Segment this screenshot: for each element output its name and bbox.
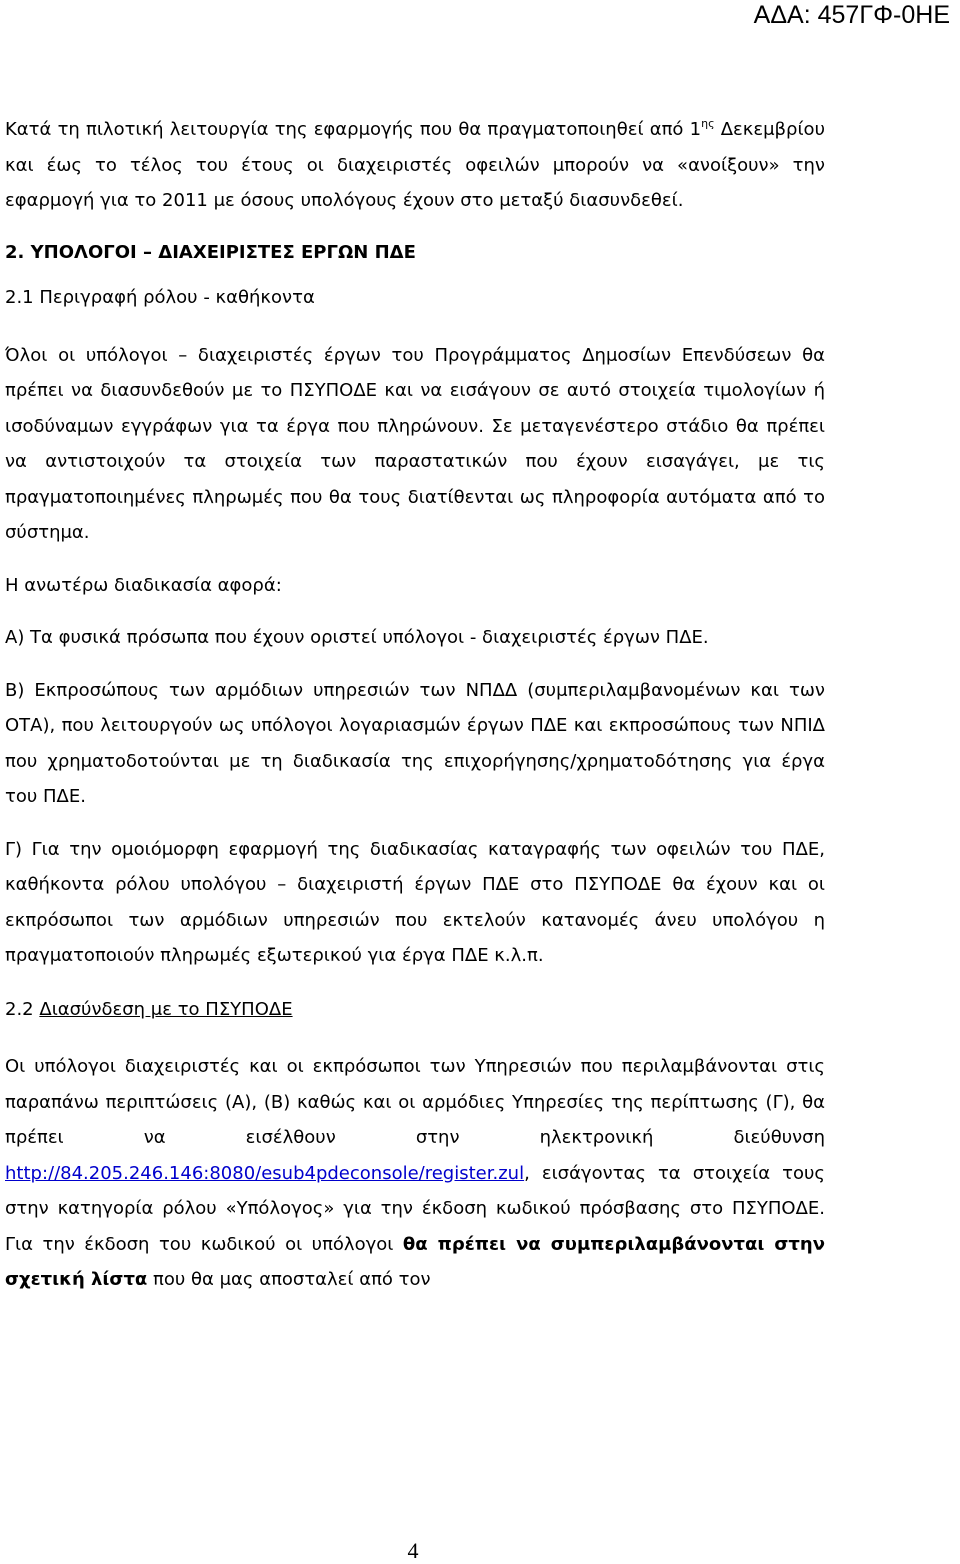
page-number: 4	[407, 1538, 419, 1563]
procedure-scope-paragraph: Η ανωτέρω διαδικασία αφορά:	[5, 574, 282, 596]
section-2-heading: 2. ΥΠΟΛΟΓΟΙ – ΔΙΑΧΕΙΡΙΣΤΕΣ ΕΡΓΩΝ ΠΔΕ	[5, 241, 416, 263]
intro-paragraph: Κατά τη πιλοτική λειτουργία της εφαρμογής που θα πραγματοποιηθεί από $1^{\eta\varsigma}$ Δεκεμβρίου και έως το τέλος του έτους οι διαχειριστές οφειλών μπορούν να «ανοίξουν» την εφαρμογή για το 2011 με όσους υπολόγους έχουν στο μεταξύ διασυνδεθεί.	[5, 117, 825, 211]
section-2-1-heading: 2.1 Περιγραφή ρόλου - καθήκοντα	[5, 287, 315, 308]
item-a: Α) Τα φυσικά πρόσωπα που έχουν οριστεί υπόλογοι - διαχειριστές έργων ΠΔΕ.	[5, 627, 709, 648]
ada-code: ΑΔΑ: 457ΓΦ-0ΗΕ	[753, 1, 950, 29]
register-link[interactable]: http://84.205.246.146:8080/esub4pdeconsole/register.zul	[5, 1162, 525, 1184]
connection-paragraph: Οι υπόλογοι διαχειριστές και οι εκπρόσωποι των Υπηρεσιών που περιλαμβάνονται στις παραπάνω περιπτώσεις (Α), (Β) καθώς και οι αρμόδιες Υπηρεσίες της περίπτωσης (Γ), θα πρέπει να εισέλθουν στην ηλεκτρονική διεύθυνση http://84.205.246.146:8080/esub4pdeconsole/register.zul, εισάγοντας τα στοιχεία τους στην κατηγορία ρόλου «Υπόλογος» για την έκδοση κωδικού πρόσβασης στο ΠΣΥΠΟΔΕ. Για την έκδοση του κωδικού οι υπόλογοι θα πρέπει να συμπεριλαμβάνονται στην σχετική λίστα που θα μας αποσταλεί από τον	[5, 1056, 825, 1290]
item-b: Β) Εκπροσώπους των αρμόδιων υπηρεσιών των ΝΠΔΔ (συμπεριλαμβανομένων και των ΟΤΑ), που λειτουργούν ως υπόλογοι λογαριασμών έργων ΠΔΕ και εκπροσώπους των ΝΠΙΔ που χρηματοδοτούνται με τη διαδικασία της επιχορήγησης/χρηματοδότησης για έργα του ΠΔΕ.	[5, 679, 825, 807]
ordinal-suffix: ης	[701, 117, 715, 130]
item-c: Γ) Για την ομοιόμορφη εφαρμογή της διαδικασίας καταγραφής των οφειλών του ΠΔΕ, καθήκοντα ρόλου υπολόγου – διαχειριστή έργων ΠΔΕ στο ΠΣΥΠΟΔΕ θα έχουν και οι εκπρόσωποι των αρμόδιων υπηρεσιών που εκτελούν κατανομές άνευ υπολόγου η πραγματοποιούν πληρωμές εξωτερικού για έργα ΠΔΕ κ.λ.π.	[5, 838, 825, 966]
role-description-paragraph: Όλοι οι υπόλογοι – διαχειριστές έργων του Προγράμματος Δημοσίων Επενδύσεων θα πρέπει να διασυνδεθούν με το ΠΣΥΠΟΔΕ και να εισάγουν σε αυτό στοιχεία τιμολογίων ή ισοδύναμων εγγράφων για τα έργα που πληρώνουν. Σε μεταγενέστερο στάδιο θα πρέπει να αντιστοιχούν τα στοιχεία των παραστατικών που έχουν εισαγάγει, με τις πραγματοποιημένες πληρωμές που θα τους διατίθενται ως πληροφορία αυτόματα από το σύστημα.	[5, 344, 825, 543]
bold-requirement: θα πρέπει να συμπεριλαμβάνονται στην σχετική λίστα	[5, 1233, 825, 1290]
section-2-2-heading: 2.2 Διασύνδεση με το ΠΣΥΠΟΔΕ	[5, 998, 293, 1020]
document-body	[5, 112, 825, 1298]
